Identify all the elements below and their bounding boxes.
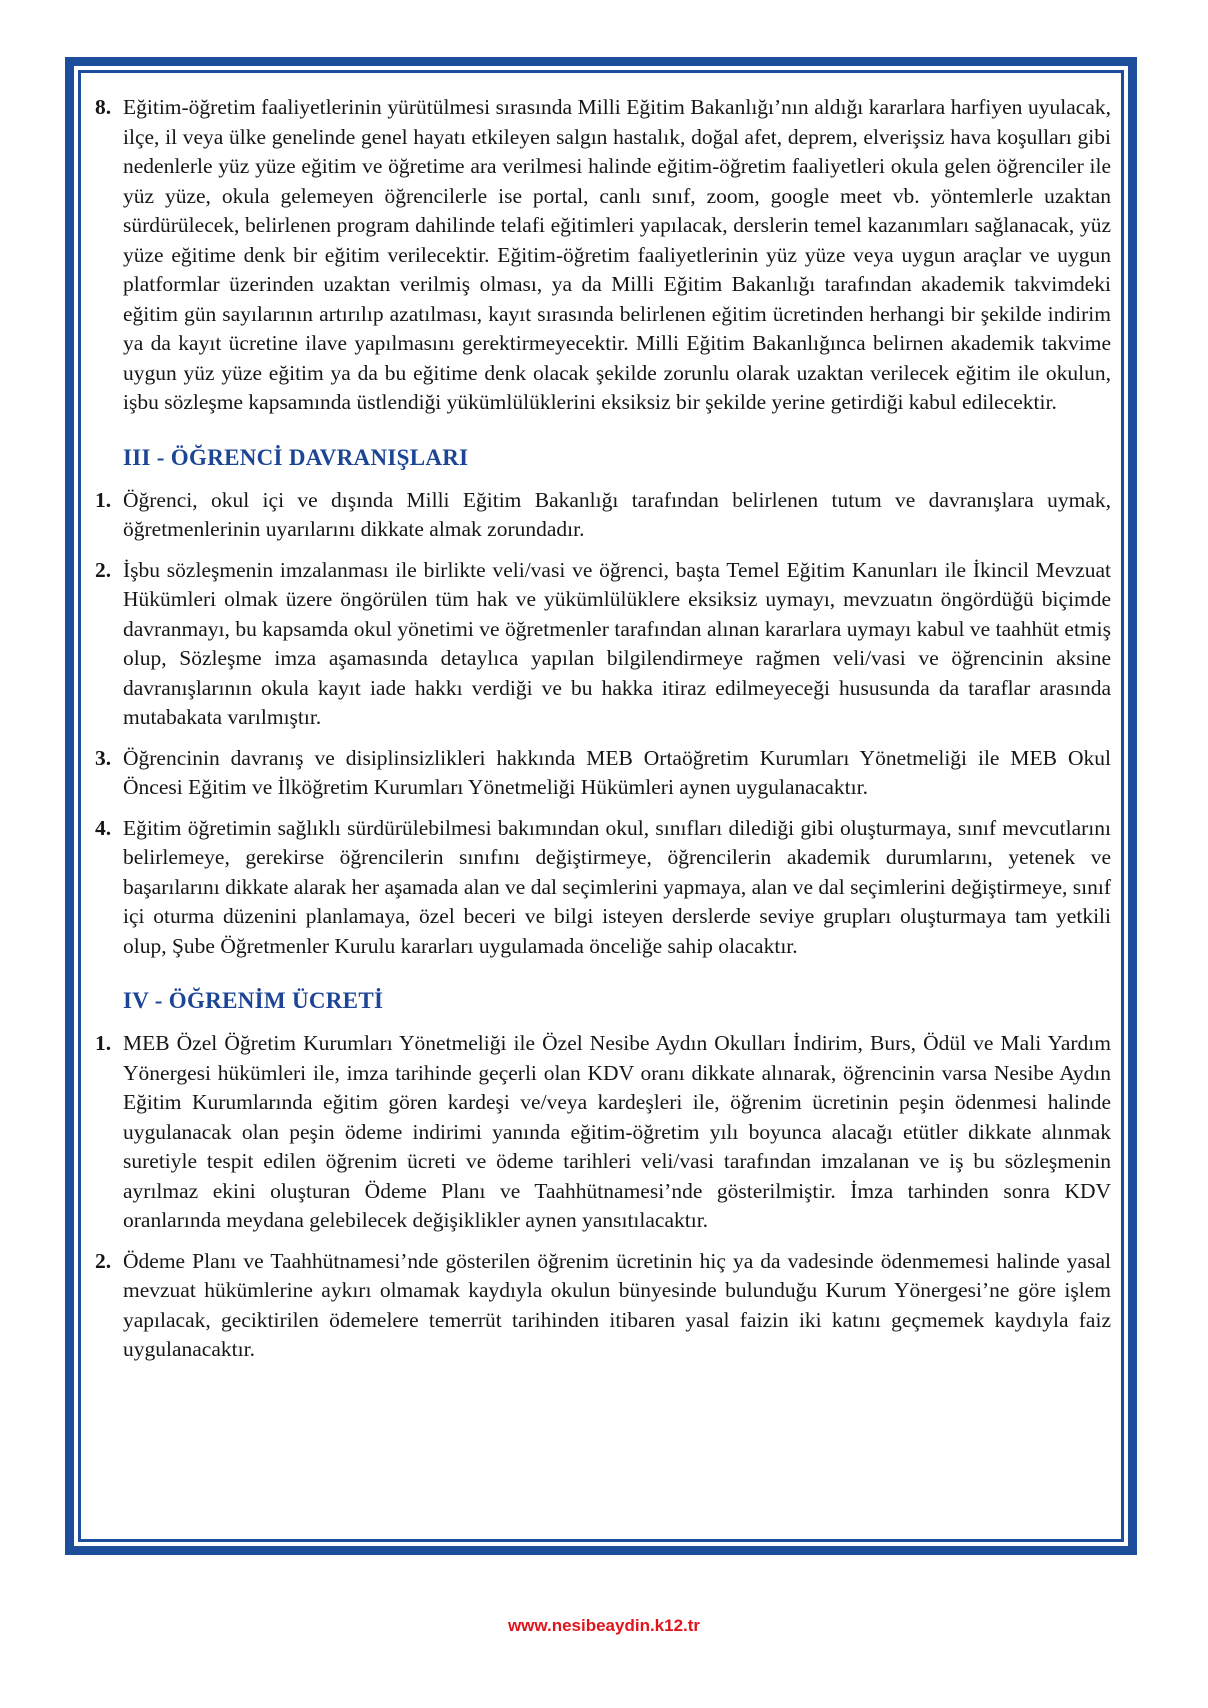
- item-text: İşbu sözleşmenin imzalanması ile birlikte veli/vasi ve öğrenci, başta Temel Eğitim Kanunları ile İkincil Mevzuat Hükümleri olmak üzere öngörülen tüm hak ve yükümlülüklere eksiksiz uymayı, mevzuatın öngördüğü biçimde davranmayı, bu kapsamda okul yönetimi ve öğretmenler tarafından alınan kararlara uymayı kabul ve taahhüt etmiş olup, Sözleşme imza aşamasında detaylıca yapılan bilgilendirmeye rağmen veli/vasi ve öğrencinin aksine davranışlarının okula kayıt iade hakkı verdiği ve bu hakka itiraz edilmeyeceği hususunda da taraflar arasında mutabakata varılmıştır.: [123, 557, 1111, 729]
- list-item: [95, 744, 1111, 803]
- list-item: [95, 486, 1111, 545]
- section-title-ogrenci-davranislari: III - ÖĞRENCİ DAVRANIŞLARI: [123, 444, 469, 470]
- footer-website-url: www.nesibeaydin.k12.tr: [507, 1616, 701, 1635]
- item-text: Öğrenci, okul içi ve dışında Milli Eğitim Bakanlığı tarafından belirlenen tutum ve davranışlara uymak, öğretmenlerinin uyarılarını dikkate almak zorundadır.: [123, 487, 1111, 541]
- item-number: 8.: [95, 95, 112, 119]
- item-number: 3.: [95, 745, 112, 770]
- document-content-area: [78, 70, 1124, 1542]
- section-title-ogrenim-ucreti: IV - ÖĞRENİM ÜCRETİ: [123, 988, 384, 1013]
- list-item: [95, 1247, 1111, 1365]
- item-text: Eğitim öğretimin sağlıklı sürdürülebilmesi bakımından okul, sınıfları dilediği gibi oluşturmaya, sınıf mevcutlarını belirlemeye, gerekirse öğrencilerin sınıfını değiştirmeye, öğrencilerin akademik durumlarını, yetenek ve başarılarını dikkate alarak her aşamada alan ve dal seçimlerini yapmaya, alan ve dal seçimlerini değiştirmeye, sınıf içi oturma düzenini planlamaya, özel beceri ve bilgi isteyen derslerde seviye grupları oluşturmaya tam yetkili olup, Şube Öğretmenler Kurulu kararları uygulamada önceliğe sahip olacaktır.: [123, 815, 1111, 958]
- item-number: 4.: [95, 815, 112, 840]
- list-item: [95, 1029, 1111, 1236]
- list-item: [95, 556, 1111, 733]
- item-number: 1.: [95, 1031, 112, 1055]
- list-item-8: [95, 93, 1111, 418]
- item-text: Öğrencinin davranış ve disiplinsizlikleri hakkında MEB Ortaöğretim Kurumları Yönetmeliği ile MEB Okul Öncesi Eğitim ve İlköğretim Kurumları Yönetmeliği Hükümleri aynen uygulanacaktır.: [123, 745, 1111, 799]
- item-number: 2.: [95, 557, 112, 582]
- item-number: 2.: [95, 1248, 112, 1273]
- item-text: Ödeme Planı ve Taahhütnamesi’nde gösterilen öğrenim ücretinin hiç ya da vadesinde ödenmemesi halinde yasal mevzuat hükümlerine aykırı olmamak kaydıyla okulun bünyesinde bulunduğu Kurum Yönergesi’ne göre işlem yapılacak, geciktirilen ödemelere temerrüt tarihinden itibaren yasal faizin iki katını geçmemek kaydıyla faiz uygulanacaktır.: [123, 1248, 1111, 1361]
- list-item: [95, 814, 1111, 962]
- item-text: Eğitim-öğretim faaliyetlerinin yürütülmesi sırasında Milli Eğitim Bakanlığı’nın aldığı kararlara harfiyen uyulacak, ilçe, il veya ülke genelinde genel hayatı etkileyen salgın hastalık, doğal afet, deprem, elverişsiz hava koşulları gibi nedenlerle yüz yüze eğitim ve öğretime ara verilmesi halinde eğitim-öğretim faaliyetleri okula gelen öğrenciler ile yüz yüze, okula gelemeyen öğrencilerle ise portal, canlı sınıf, zoom, google meet vb. yöntemlerle uzaktan sürdürülecek, belirlenen program dahilinde telafi eğitimleri yapılacak, derslerin temel kazanımları sağlanacak, yüz yüze eğitime denk bir eğitim verilecektir. Eğitim-öğretim faaliyetlerinin yüz yüze veya uygun araçlar ve uygun platformlar üzerinden uzaktan verilmiş olması, ya da Milli Eğitim Bakanlığı tarafından akademik takvimdeki eğitim gün sayılarının artırılıp azatılması, kayıt sırasında belirlenen eğitim ücretinden herhangi bir şekilde indirim ya da kayıt ücretine ilave yapılmasını gerektirmeyecektir. Milli Eğitim Bakanlığınca belirnen akademik takvime uygun yüz yüze eğitim ya da bu eğitime denk olacak şekilde zorunlu olarak uzaktan verilecek eğitim ile okulun, işbu sözleşme kapsamında üstlendiği yükümlülüklerini eksiksiz bir şekilde yerine getirdiği kabul edilecektir.: [123, 95, 1111, 414]
- item-number: 1.: [95, 487, 112, 512]
- document-double-border-frame: [65, 57, 1137, 1555]
- item-text: MEB Özel Öğretim Kurumları Yönetmeliği ile Özel Nesibe Aydın Okulları İndirim, Burs, Ödül ve Mali Yardım Yönergesi hükümleri ile, imza tarihinde geçerli olan KDV oranı dikkate alınarak, öğrencinin varsa Nesibe Aydın Eğitim Kurumlarında eğitim gören kardeşi ve/veya kardeşleri ile, öğrenim ücretinin peşin ödenmesi halinde uygulanacak olan peşin ödeme indirimi yanında eğitim-öğretim yılı boyunca alacağı etütler dikkate alınmak suretiyle tespit edilen öğrenim ücreti ve ödeme tarihleri veli/vasi tarafından imzalanan ve iş bu sözleşmenin ayrılmaz ekini oluşturan Ödeme Planı ve Taahhütnamesi’nde gösterilmiştir. İmza tarhinden sonra KDV oranlarında meydana gelebilecek değişiklikler aynen yansıtılacaktır.: [123, 1031, 1111, 1232]
